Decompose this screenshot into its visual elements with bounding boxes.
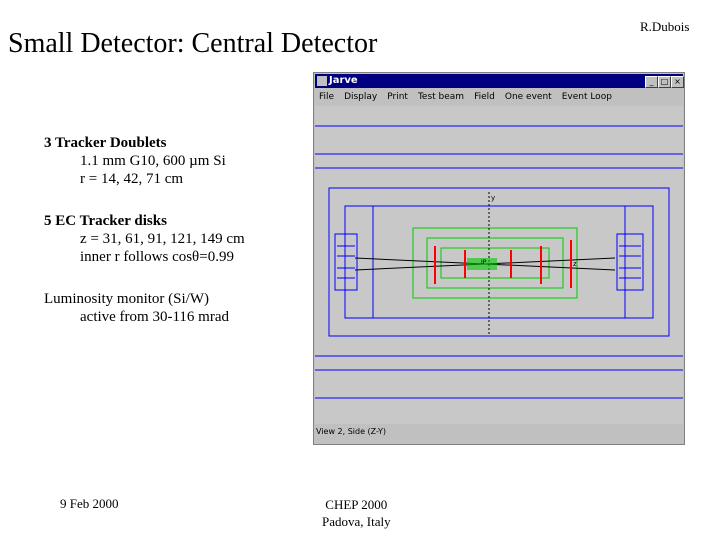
y-axis-label: y bbox=[491, 194, 496, 202]
ip-label: IP bbox=[481, 259, 487, 266]
menu-bar bbox=[315, 89, 683, 105]
detector-view-canvas[interactable] bbox=[315, 106, 683, 424]
detector-drawing bbox=[315, 106, 683, 424]
conference-location: Padova, Italy bbox=[322, 514, 391, 529]
menu-print[interactable]: Print bbox=[387, 92, 408, 102]
menu-test-beam[interactable]: Test beam bbox=[417, 92, 465, 102]
app-window bbox=[313, 72, 685, 445]
ec-tracker-disks bbox=[435, 240, 571, 288]
maximize-button[interactable]: □ bbox=[658, 76, 671, 88]
close-button[interactable]: × bbox=[671, 76, 684, 88]
window-titlebar[interactable] bbox=[315, 74, 683, 88]
menu-display[interactable]: Display bbox=[344, 92, 378, 102]
bullet-detail: r = 14, 42, 71 cm bbox=[80, 171, 184, 187]
minimize-button[interactable]: _ bbox=[645, 76, 658, 88]
conference-name: CHEP 2000 bbox=[325, 497, 388, 512]
bullet-tracker-doublets bbox=[44, 134, 314, 188]
slide-title: Small Detector: Central Detector bbox=[8, 28, 378, 59]
footer-date: 9 Feb 2000 bbox=[60, 496, 119, 511]
bullet-heading: 5 EC Tracker disks bbox=[44, 213, 167, 229]
menu-one-event[interactable]: One event bbox=[504, 92, 552, 102]
bullet-detail: inner r follows cosθ=0.99 bbox=[80, 249, 234, 265]
bullet-detail: z = 31, 61, 91, 121, 149 cm bbox=[80, 231, 245, 247]
bullet-detail: active from 30-116 mrad bbox=[80, 309, 229, 325]
bullet-detail: 1.1 mm G10, 600 µm Si bbox=[80, 153, 226, 169]
menu-file[interactable]: File bbox=[319, 92, 335, 102]
bullet-ec-tracker bbox=[44, 212, 314, 266]
bullet-luminosity bbox=[44, 290, 314, 326]
window-title: Jarve bbox=[329, 75, 358, 86]
z-axis-label: z bbox=[573, 260, 577, 268]
bullet-heading: 3 Tracker Doublets bbox=[44, 135, 167, 151]
outer-structure bbox=[315, 126, 683, 398]
footer-conference bbox=[322, 496, 391, 530]
menu-field[interactable]: Field bbox=[474, 92, 495, 102]
author-name: R.Dubois bbox=[640, 19, 690, 34]
menu-event-loop[interactable]: Event Loop bbox=[561, 92, 612, 102]
status-text: View 2, Side (Z-Y) bbox=[316, 427, 386, 436]
bullet-list bbox=[44, 134, 314, 350]
app-icon bbox=[317, 76, 327, 86]
bullet-heading: Luminosity monitor (Si/W) bbox=[44, 291, 209, 307]
